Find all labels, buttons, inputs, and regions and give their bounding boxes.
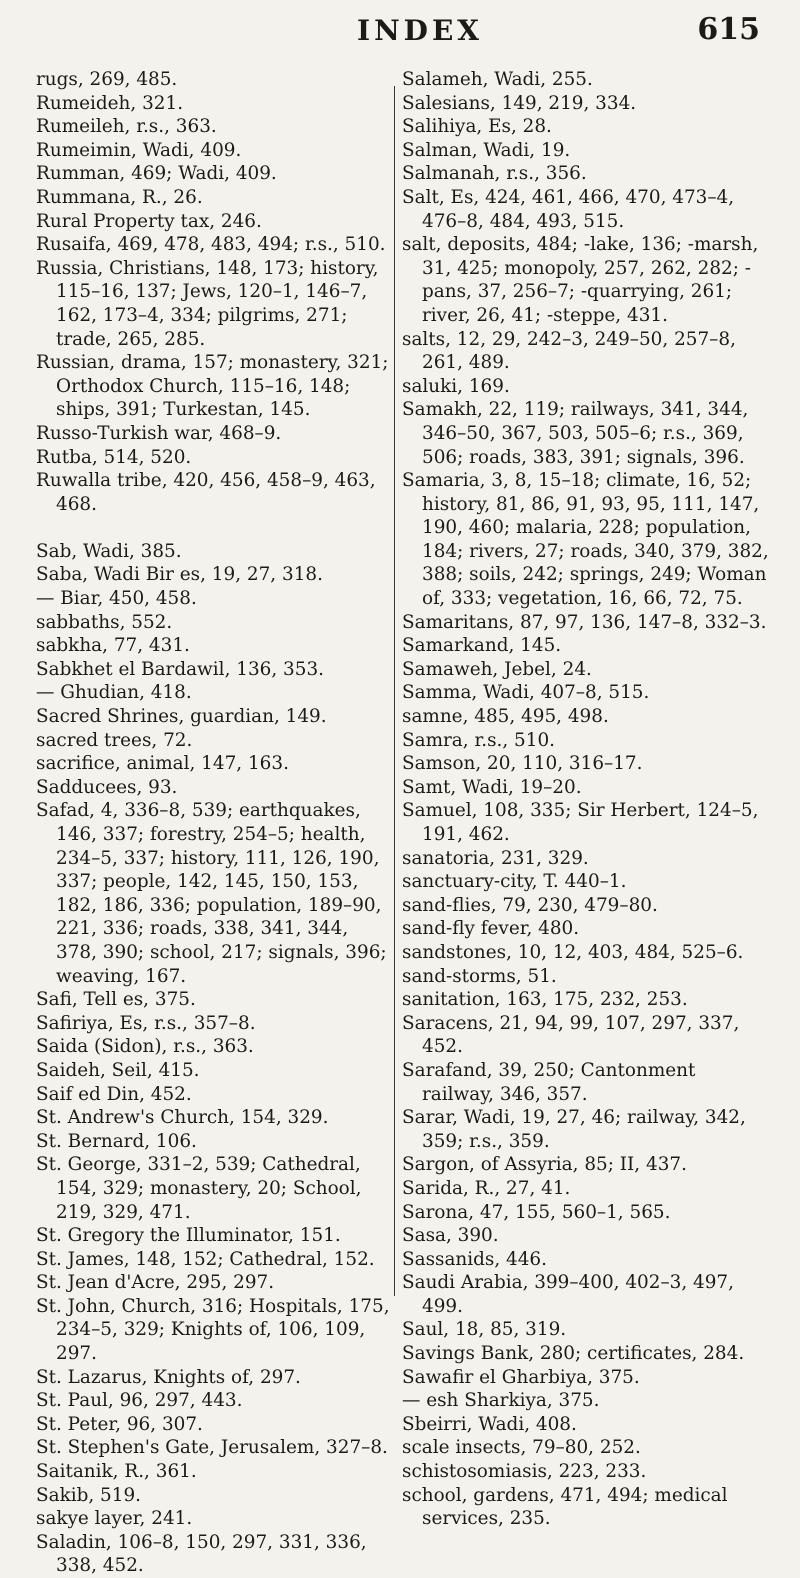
index-entry: St. Bernard, 106. [36, 1130, 197, 1152]
index-entry: Salman, Wadi, 19. [402, 139, 571, 161]
index-column-right [402, 68, 772, 1531]
index-entry: sabbaths, 552. [36, 611, 173, 633]
index-entry: — Ghudian, 418. [36, 682, 192, 704]
index-entry: scale insects, 79–80, 252. [402, 1437, 641, 1459]
index-entry: Samuel, 108, 335; Sir Herbert, 124–5, 191, 462. [402, 800, 759, 845]
page-header [0, 12, 800, 56]
index-entry: Samson, 20, 110, 316–17. [402, 753, 643, 775]
index-entry: sand-flies, 79, 230, 479–80. [402, 894, 658, 916]
index-entry: Sarona, 47, 155, 560–1, 565. [402, 1201, 671, 1223]
index-entry: Saideh, Seil, 415. [36, 1059, 200, 1081]
index-entry: Saida (Sidon), r.s., 363. [36, 1036, 254, 1058]
index-entry: Sacred Shrines, guardian, 149. [36, 706, 327, 728]
index-entry: Saitanik, R., 361. [36, 1461, 197, 1483]
index-entry: Sarafand, 39, 250; Cantonment railway, 346, 357. [402, 1059, 696, 1105]
index-entry: — esh Sharkiya, 375. [402, 1390, 600, 1412]
index-entry: St. Andrew's Church, 154, 329. [36, 1107, 329, 1129]
section-gap [36, 516, 392, 540]
index-entry: Russian, drama, 157; monastery, 321; Orthodox Church, 115–16, 148; ships, 391; Turkestan, 145. [36, 352, 389, 421]
index-entry: sanctuary-city, T. 440–1. [402, 871, 627, 893]
index-entry: Samarkand, 145. [402, 635, 562, 657]
index-entry: Rusaifa, 469, 478, 483, 494; r.s., 510. [36, 234, 386, 256]
index-entry: St. Peter, 96, 307. [36, 1413, 203, 1435]
index-entry: Sawafir el Gharbiya, 375. [402, 1366, 640, 1388]
index-entry: salts, 12, 29, 242–3, 249–50, 257–8, 261, 489. [402, 328, 736, 374]
index-entry: rugs, 269, 485. [36, 69, 178, 90]
index-entry: Sakib, 519. [36, 1484, 142, 1506]
index-entry: sandstones, 10, 12, 403, 484, 525–6. [402, 941, 744, 963]
index-entry: sacrifice, animal, 147, 163. [36, 753, 289, 775]
index-entry: Rural Property tax, 246. [36, 210, 262, 232]
index-entry: Rumman, 469; Wadi, 409. [36, 163, 277, 185]
column-divider [394, 86, 395, 1296]
index-entry: saluki, 169. [402, 375, 510, 397]
index-entry: Rumeideh, 321. [36, 92, 184, 114]
index-entry: Salesians, 149, 219, 334. [402, 92, 637, 114]
index-entry: samne, 485, 495, 498. [402, 706, 609, 728]
index-entry: St. Gregory the Illuminator, 151. [36, 1225, 341, 1247]
index-entry: Savings Bank, 280; certificates, 284. [402, 1343, 745, 1365]
index-entry: — Biar, 450, 458. [36, 588, 197, 610]
index-entry: St. George, 331–2, 539; Cathedral, 154, 329; monastery, 20; School, 219, 329, 471. [36, 1154, 362, 1223]
index-entry: Safad, 4, 336–8, 539; earthquakes, 146, 337; forestry, 254–5; health, 234–5, 337; history, 111, 126, 190, 337; people, 142, 145, 150, 153, 182, 186, 336; population, 189–90, 221, 336; roads, 338, 341, 344, 378, 390; school, 217; signals, 396; weaving, 167. [36, 800, 387, 987]
index-entry: schistosomiasis, 223, 233. [402, 1461, 647, 1483]
index-entry: Saracens, 21, 94, 99, 107, 297, 337, 452. [402, 1012, 740, 1058]
index-entry: Saudi Arabia, 399–400, 402–3, 497, 499. [402, 1272, 734, 1317]
index-entry: sand-fly fever, 480. [402, 918, 580, 940]
index-entry: Samaritans, 87, 97, 136, 147–8, 332–3. [402, 611, 767, 633]
index-entry: St. Jean d'Acre, 295, 297. [36, 1272, 275, 1294]
index-entry: Sbeirri, Wadi, 408. [402, 1413, 577, 1435]
page-title: INDEX [356, 14, 484, 47]
index-entry: Rutba, 514, 520. [36, 446, 192, 468]
index-entry: Sab, Wadi, 385. [36, 540, 182, 562]
index-entry: St. Paul, 96, 297, 443. [36, 1390, 243, 1412]
index-entry: Sasa, 390. [402, 1225, 499, 1247]
index-entry: Safiriya, Es, r.s., 357–8. [36, 1012, 256, 1034]
index-entry: sanitation, 163, 175, 232, 253. [402, 989, 688, 1011]
index-entry: school, gardens, 471, 494; medical services, 235. [402, 1484, 728, 1530]
index-entry: Sabkhet el Bardawil, 136, 353. [36, 658, 325, 680]
index-entry: Sarida, R., 27, 41. [402, 1177, 571, 1199]
index-entry: Safi, Tell es, 375. [36, 989, 196, 1011]
index-entry: Samt, Wadi, 19–20. [402, 776, 582, 798]
index-entry: Sarar, Wadi, 19, 27, 46; railway, 342, 359; r.s., 359. [402, 1107, 746, 1152]
index-entry: Rumeileh, r.s., 363. [36, 116, 217, 138]
index-entry: Saba, Wadi Bir es, 19, 27, 318. [36, 564, 323, 586]
page-number: 615 [697, 12, 760, 47]
index-entry: Saul, 18, 85, 319. [402, 1319, 567, 1341]
index-entry: Russo-Turkish war, 468–9. [36, 422, 282, 444]
index-entry: Rumeimin, Wadi, 409. [36, 139, 242, 161]
index-entry: Sassanids, 446. [402, 1248, 547, 1270]
index-entry: sacred trees, 72. [36, 729, 193, 751]
index-entry: Rummana, R., 26. [36, 186, 203, 208]
index-entry: Russia, Christians, 148, 173; history, 115–16, 137; Jews, 120–1, 146–7, 162, 173–4, 334; pilgrims, 271; trade, 265, 285. [36, 257, 379, 350]
index-column-left [36, 68, 392, 1578]
index-entry: St. John, Church, 316; Hospitals, 175, 234–5, 329; Knights of, 106, 109, 297. [36, 1295, 390, 1365]
index-entry: Sargon, of Assyria, 85; II, 437. [402, 1154, 687, 1176]
index-entry: Salt, Es, 424, 461, 466, 470, 473–4, 476–8, 484, 493, 515. [402, 186, 735, 232]
index-entry: Ruwalla tribe, 420, 456, 458–9, 463, 468. [36, 470, 376, 515]
index-entry: Salameh, Wadi, 255. [402, 69, 593, 90]
index-entry: St. Stephen's Gate, Jerusalem, 327–8. [36, 1437, 388, 1459]
index-entry: Salihiya, Es, 28. [402, 116, 552, 138]
index-entry: Samma, Wadi, 407–8, 515. [402, 682, 650, 704]
index-entry: sabkha, 77, 431. [36, 635, 190, 657]
index-entry: St. James, 148, 152; Cathedral, 152. [36, 1248, 375, 1270]
index-entry: Saladin, 106–8, 150, 297, 331, 336, 338, 452. [36, 1531, 367, 1577]
index-entry: Samaweh, Jebel, 24. [402, 658, 592, 680]
index-entry: sanatoria, 231, 329. [402, 847, 589, 869]
index-entry: Sadducees, 93. [36, 776, 178, 798]
index-entry: Samakh, 22, 119; railways, 341, 344, 346–50, 367, 503, 505–6; r.s., 369, 506; roads, 383, 391; signals, 396. [402, 399, 749, 468]
index-entry: Saif ed Din, 452. [36, 1083, 192, 1105]
index-entry: Salmanah, r.s., 356. [402, 163, 587, 185]
index-entry: St. Lazarus, Knights of, 297. [36, 1366, 301, 1388]
index-entry: Samra, r.s., 510. [402, 729, 555, 751]
index-entry: sand-storms, 51. [402, 965, 557, 987]
index-entry: sakye layer, 241. [36, 1508, 193, 1530]
index-entry: Samaria, 3, 8, 15–18; climate, 16, 52; history, 81, 86, 91, 93, 95, 111, 147, 190, 460; malaria, 228; population, 184; rivers, 27; roads, 340, 379, 382, 388; soils, 242; springs, 249; Woman of, 333; vegetation, 16, 66, 72, 75. [402, 470, 769, 610]
index-entry: salt, deposits, 484; -lake, 136; -marsh, 31, 425; monopoly, 257, 262, 282; -pans, 37, 256–7; -quarrying, 261; river, 26, 41; -steppe, 431. [402, 234, 759, 326]
